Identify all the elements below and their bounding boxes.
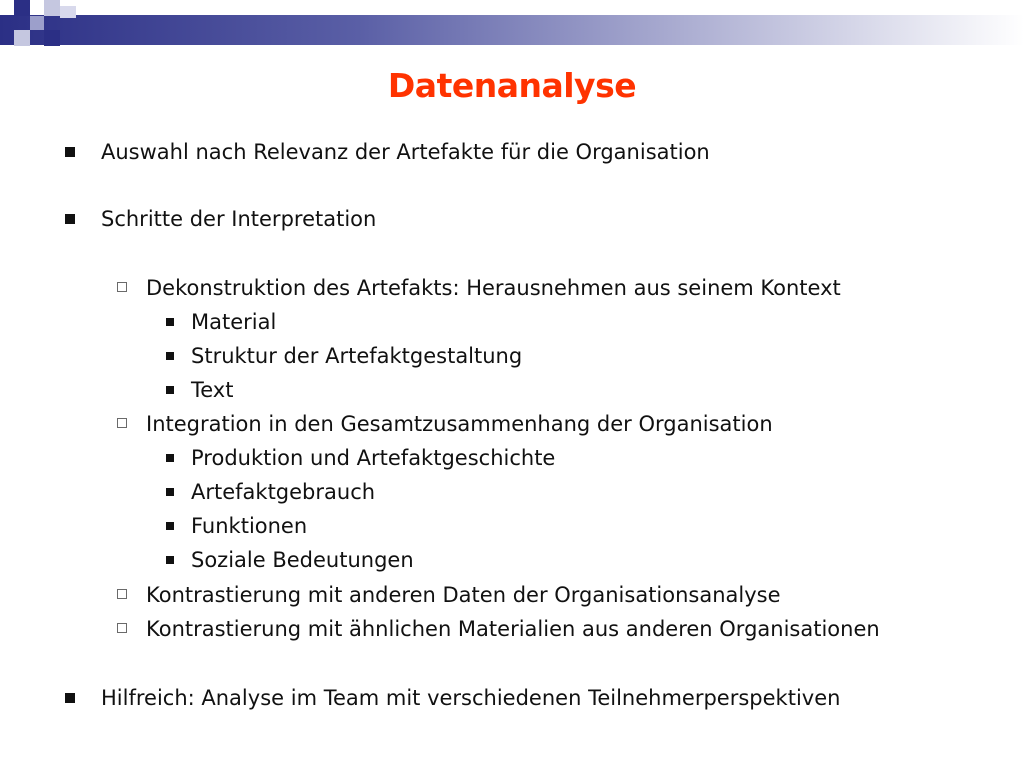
header-gradient-bar [0,15,1024,45]
small-square-bullet-icon [166,454,174,462]
bullet-kontrast-1: Kontrastierung mit anderen Daten der Organisationsanalyse [146,583,781,607]
bullet-schritte: Schritte der Interpretation [101,207,377,231]
hollow-square-bullet-icon [117,589,127,599]
hollow-square-bullet-icon [117,418,127,428]
bullet-auswahl: Auswahl nach Relevanz der Artefakte für die Organisation [101,140,710,164]
bullet-gebrauch: Artefaktgebrauch [191,480,376,504]
hollow-square-bullet-icon [117,623,127,633]
bullet-soziale: Soziale Bedeutungen [191,548,414,572]
square-bullet-icon [65,693,75,703]
small-square-bullet-icon [166,522,174,530]
small-square-bullet-icon [166,352,174,360]
slide-title: Datenanalyse [387,66,637,105]
bullet-hilfreich: Hilfreich: Analyse im Team mit verschiedenen Teilnehmerperspektiven [101,686,841,710]
square-bullet-icon [65,214,75,224]
small-square-bullet-icon [166,488,174,496]
bullet-dekonstruktion: Dekonstruktion des Artefakts: Herausnehmen aus seinem Kontext [146,276,841,300]
hollow-square-bullet-icon [117,282,127,292]
bullet-kontrast-2: Kontrastierung mit ähnlichen Materialien aus anderen Organisationen [146,617,880,641]
bullet-struktur: Struktur der Artefaktgestaltung [191,344,523,368]
small-square-bullet-icon [166,318,174,326]
bullet-material: Material [191,310,277,334]
bullet-text: Text [191,378,234,402]
small-square-bullet-icon [166,386,174,394]
small-square-bullet-icon [166,556,174,564]
square-bullet-icon [65,147,75,157]
bullet-funktionen: Funktionen [191,514,308,538]
bullet-integration: Integration in den Gesamtzusammenhang der Organisation [146,412,773,436]
bullet-produktion: Produktion und Artefaktgeschichte [191,446,556,470]
